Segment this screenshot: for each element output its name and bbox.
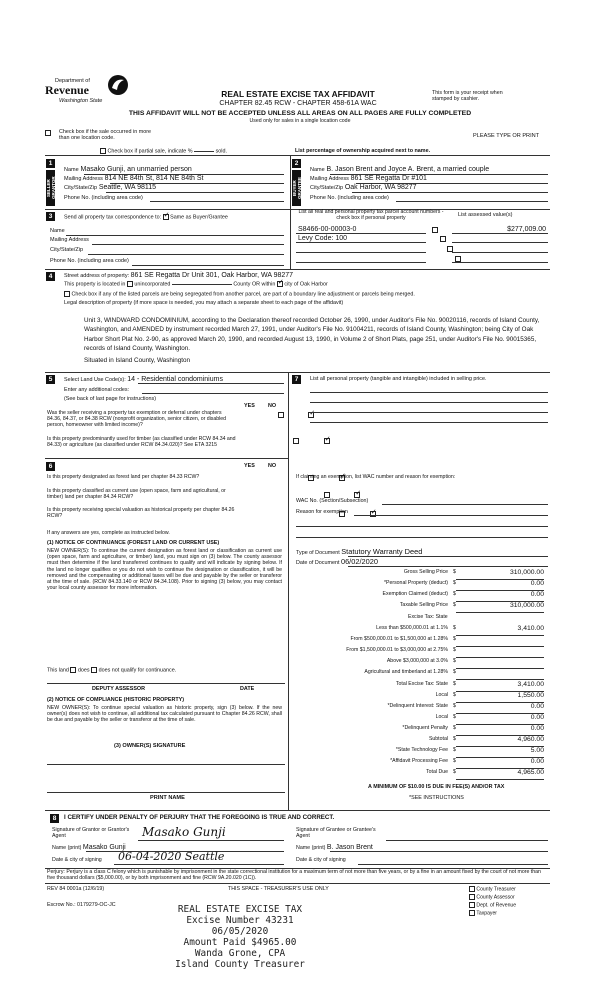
tax-row-label: Less than $500,000.01 at 1.1% bbox=[376, 625, 448, 631]
tax-row-amount[interactable]: 0.00 bbox=[530, 725, 544, 732]
send-correspondence-row bbox=[64, 214, 286, 221]
copy-county-treasurer: County Treasurer bbox=[469, 886, 554, 894]
section-4-badge: 4 bbox=[46, 272, 55, 281]
does-not-label: does not qualify for continuance. bbox=[98, 667, 177, 674]
tax-row-label: Total Due bbox=[426, 769, 448, 775]
copy-checkbox[interactable] bbox=[469, 902, 475, 908]
dollar-sign: $ bbox=[453, 725, 456, 731]
seller-city-label: City/State/Zip bbox=[64, 185, 98, 191]
certify-statement: I CERTIFY UNDER PENALTY OF PERJURY THAT THE FOREGOING IS TRUE AND CORRECT. bbox=[64, 814, 335, 821]
form-title: REAL ESTATE EXCISE TAX AFFIDAVIT bbox=[221, 89, 375, 99]
tax-row-amount[interactable]: 5.00 bbox=[530, 747, 544, 754]
seller-city[interactable]: Seattle, WA 98115 bbox=[98, 184, 157, 191]
dollar-sign: $ bbox=[453, 636, 456, 642]
tax-row-label: Local bbox=[435, 714, 448, 720]
tax-row bbox=[296, 736, 546, 747]
parcel-personal-checkbox-1[interactable] bbox=[432, 227, 438, 233]
tax-row bbox=[296, 647, 546, 658]
tax-row-label: *Affidavit Processing Fee bbox=[390, 758, 448, 764]
county-or-label: County OR within bbox=[233, 281, 276, 288]
legal-description-label: Legal description of property (if more space is needed, you may attach a separate sheet to each page of the affidavit) bbox=[64, 300, 344, 306]
exemption-claim-label: If claiming an exemption, list WAC number and reason for exemption: bbox=[296, 474, 456, 480]
stamp-line-4: Amount Paid $4965.00 bbox=[183, 937, 297, 948]
levy-code[interactable]: Levy Code: 100 bbox=[298, 235, 348, 242]
see-back-label: (See back of last page for instructions) bbox=[64, 396, 156, 402]
tax-row-amount[interactable]: 310,000.00 bbox=[509, 602, 544, 609]
more-than-one-checkbox[interactable] bbox=[45, 130, 51, 136]
seller-name-row bbox=[64, 166, 282, 174]
tax-row bbox=[296, 725, 546, 736]
tax-row-amount[interactable]: 0.00 bbox=[530, 714, 544, 721]
form-chapter: CHAPTER 82.45 RCW - CHAPTER 458-61A WAC bbox=[219, 100, 377, 107]
buyer-mailing-row bbox=[310, 175, 550, 183]
copy-taxpayer: Taxpayer bbox=[469, 910, 554, 918]
s6-question-1: Is this property designated as forest land per chapter 84.33 RCW? bbox=[47, 474, 200, 480]
notice1-text: NEW OWNER(S): To continue the current designation as forest land or classification as current use (open space, farm and agriculture, or timber) land, you must sign on (3) below. The county assessor must then determine if the land transferred continues to qualify and will indicate by signing below. If the land no longer qualifies or you do not wish to continue the designation or classification, it will be removed and the compensating or additional taxes will be due and payable by the seller or transferor at the time of sale. (RCW 84.33.140 or RCW 84.34.108). Prior to signing (3) below, you may contact your local county assessor for more information. bbox=[47, 548, 282, 592]
dollar-sign: $ bbox=[453, 602, 456, 608]
see-instructions: *SEE INSTRUCTIONS bbox=[409, 795, 464, 801]
receipt-note: This form is your receipt when stamped by cashier. bbox=[432, 90, 503, 103]
legal-description[interactable]: Unit 3, WINDWARD CONDOMINIUM, according to the Declaration thereof recorded October 26, 1990, under Auditor's File No. 90020116, records of Island County, Washington, and AMENDED by instrument recorded March 27, 1991, under Auditor's File No. 91004211, records of Island County, Washington; being City of Oak Harbor Short Plat No. 2-90, as approved March 20, 1990, and recorded August 13, 1990, in Volume 2 of Short Plats, page 251, under Auditor's File No. 90015365, records of Island County, Washington. bbox=[84, 317, 540, 352]
s3-mailing-label: Mailing Address bbox=[50, 237, 89, 243]
tax-row-amount[interactable]: 0.00 bbox=[530, 758, 544, 765]
tax-row-label: *Personal Property (deduct) bbox=[383, 580, 448, 586]
tax-row-label: Taxable Selling Price bbox=[399, 602, 448, 608]
located-label: This property is located in bbox=[64, 281, 126, 288]
amount-underline bbox=[456, 612, 544, 613]
send-correspondence-label: Send all property tax correspondence to: bbox=[64, 214, 162, 221]
seller-mailing[interactable]: 814 NE 84th St, 814 NE 84th St bbox=[104, 175, 204, 182]
tax-row-label: Agricultural and timberland at 1.28% bbox=[364, 669, 448, 675]
tax-row bbox=[296, 681, 546, 692]
s3-city-label: City/State/Zip bbox=[50, 247, 84, 253]
segregation-checkbox[interactable] bbox=[64, 291, 70, 297]
doc-date[interactable]: 06/02/2020 bbox=[340, 557, 378, 566]
buyer-name-row bbox=[310, 166, 550, 174]
notice1-title: (1) NOTICE OF CONTINUANCE (FOREST LAND OR CURRENT USE) bbox=[47, 540, 220, 546]
copy-dept-revenue: Dept. of Revenue bbox=[469, 902, 554, 910]
wac-no-label: WAC No. (Section/Subsection) bbox=[296, 498, 369, 504]
s5-q2-yes[interactable] bbox=[293, 438, 299, 444]
form-warning: THIS AFFIDAVIT WILL NOT BE ACCEPTED UNLESS ALL AREAS ON ALL PAGES ARE FULLY COMPLETED bbox=[128, 110, 472, 117]
tax-row bbox=[296, 569, 546, 580]
dollar-sign: $ bbox=[453, 647, 456, 653]
tax-row-amount[interactable]: 0.00 bbox=[530, 703, 544, 710]
dollar-sign: $ bbox=[453, 591, 456, 597]
grantee-name-label: Name (print) bbox=[296, 845, 326, 851]
dollar-sign: $ bbox=[453, 569, 456, 575]
tax-row-label: Gross Selling Price bbox=[403, 569, 448, 575]
partial-sale-label: Check box if partial sale, indicate % bbox=[107, 148, 193, 155]
tax-row bbox=[296, 669, 546, 680]
land-use-label: Select Land Use Code(s): bbox=[64, 377, 126, 383]
dollar-sign: $ bbox=[453, 669, 456, 675]
tax-row bbox=[296, 636, 546, 647]
parcel-personal-checkbox-2[interactable] bbox=[440, 236, 446, 242]
tax-row-label: Local bbox=[435, 692, 448, 698]
seller-name[interactable]: Masako Gunji, an unmarried person bbox=[80, 166, 192, 173]
s3-name-label: Name bbox=[50, 228, 65, 234]
revenue-swirl-icon bbox=[107, 74, 129, 96]
section-6-badge: 6 bbox=[46, 462, 55, 471]
assessor-date-label: DATE bbox=[240, 686, 255, 692]
grantor-signature[interactable]: Masako Gunji bbox=[142, 825, 226, 839]
street-row bbox=[64, 272, 544, 280]
tax-row-label: *Delinquent Interest: State bbox=[387, 703, 448, 709]
seller-grantor-tab: SELLER GRANTOR bbox=[46, 170, 55, 206]
copies-list bbox=[469, 886, 554, 918]
tax-row bbox=[296, 714, 546, 725]
partial-sale-sold: sold. bbox=[215, 148, 227, 155]
copy-checkbox[interactable] bbox=[469, 894, 475, 900]
tax-row bbox=[296, 703, 546, 714]
grantor-date-city[interactable]: 06-04-2020 Seattle bbox=[118, 850, 225, 863]
copy-checkbox[interactable] bbox=[469, 910, 475, 916]
section-2-badge: 2 bbox=[292, 159, 301, 168]
dollar-sign: $ bbox=[453, 747, 456, 753]
grantee-sig-label: Signature of Grantee or Grantee's Agent bbox=[296, 827, 376, 840]
tax-row bbox=[296, 602, 546, 613]
dollar-sign: $ bbox=[453, 769, 456, 775]
reason-label: Reason for exemption bbox=[296, 509, 348, 515]
deputy-assessor-label: DEPUTY ASSESSOR bbox=[92, 686, 146, 692]
buyer-mailing-label: Mailing Address bbox=[310, 176, 349, 182]
unincorporated-checkbox[interactable] bbox=[127, 281, 133, 287]
personal-property-label: List all personal property (tangible and intangible) included in selling price. bbox=[310, 376, 487, 382]
tax-row-amount[interactable]: 310,000.00 bbox=[509, 569, 544, 576]
partial-sale-row bbox=[100, 148, 270, 155]
tax-row bbox=[296, 758, 546, 769]
amount-underline bbox=[456, 779, 544, 780]
tax-row-label: *Delinquent Penalty bbox=[402, 725, 448, 731]
tax-row bbox=[296, 692, 546, 703]
section-5-badge: 5 bbox=[46, 375, 55, 384]
dollar-sign: $ bbox=[453, 625, 456, 631]
tax-row-amount[interactable]: 3,410.00 bbox=[517, 681, 544, 688]
dollar-sign: $ bbox=[453, 692, 456, 698]
tax-row-amount[interactable]: 4,960.00 bbox=[517, 736, 544, 743]
dept-line3: Washington State bbox=[59, 98, 103, 104]
notice2-text: NEW OWNER(S): To continue special valuation as historic property, sign (3) below. If the new owner(s) does not wish to continue, all additional tax calculated pursuant to Chapter 84.26 RCW, shall be due and payable by the seller or transferor at the time of sale. bbox=[47, 705, 282, 724]
notice2-title: (2) NOTICE OF COMPLIANCE (HISTORIC PROPERTY) bbox=[47, 697, 185, 703]
tax-row-label: Subtotal bbox=[428, 736, 448, 742]
buyer-phone-label: Phone No. (including area code) bbox=[310, 195, 389, 201]
grantor-sig-label: Signature of Grantor or Grantor's Agent bbox=[52, 827, 130, 840]
unincorporated-label: unincorporated bbox=[134, 281, 171, 288]
dollar-sign: $ bbox=[453, 580, 456, 586]
buyer-grantee-tab: BUYER GRANTEE bbox=[292, 170, 301, 206]
street-address[interactable]: 861 SE Regatta Dr Unit 301, Oak Harbor, WA 98277 bbox=[130, 272, 294, 279]
stamp-line-1: REAL ESTATE EXCISE TAX bbox=[177, 904, 303, 915]
stamp-line-6: Island County Treasurer bbox=[175, 959, 305, 970]
dollar-sign: $ bbox=[453, 703, 456, 709]
seller-city-row bbox=[64, 184, 282, 192]
escrow-number[interactable]: 0179279-OC-JC bbox=[77, 902, 116, 908]
seller-mailing-row bbox=[64, 175, 282, 183]
buyer-city-row bbox=[310, 184, 550, 192]
seller-phone-label: Phone No. (including area code) bbox=[64, 195, 143, 201]
stamp-line-3: 06/05/2020 bbox=[211, 926, 269, 937]
does-label: does bbox=[77, 667, 90, 674]
parcel-number[interactable]: S8466-00-00003-0 bbox=[298, 226, 357, 233]
tax-row-amount[interactable]: 0.00 bbox=[530, 591, 544, 598]
city-of-label: city of Oak Harbor bbox=[284, 281, 328, 288]
escrow-row bbox=[47, 902, 116, 908]
stamp-line-5: Wanda Grone, CPA bbox=[194, 948, 286, 959]
grantee-name[interactable]: B. Jason Brent bbox=[326, 844, 373, 851]
copy-county-assessor: County Assessor bbox=[469, 894, 554, 902]
treasurer-use: THIS SPACE - TREASURER'S USE ONLY bbox=[228, 886, 329, 892]
print-name-label: PRINT NAME bbox=[150, 795, 185, 801]
s5-q2-no[interactable] bbox=[324, 438, 330, 444]
city-checkbox[interactable] bbox=[277, 281, 283, 287]
tax-row-amount[interactable]: 3,410.00 bbox=[517, 625, 544, 632]
dollar-sign: $ bbox=[453, 681, 456, 687]
tax-row bbox=[296, 747, 546, 758]
section-8-badge: 8 bbox=[50, 814, 59, 823]
grantee-date-label: Date & city of signing bbox=[296, 857, 346, 863]
s3-phone-label: Phone No. (including area code) bbox=[50, 258, 129, 264]
s5-no-header: NO bbox=[268, 403, 277, 409]
s6-question-2: Is this property classified as current use (open space, farm and agricultural, or timber) land per chapter 84.34 RCW? bbox=[47, 488, 226, 500]
single-location-note: Used only for sales in a single location code bbox=[249, 118, 351, 124]
grantor-date-label: Date & city of signing bbox=[52, 857, 102, 863]
additional-codes-label: Enter any additional codes: bbox=[64, 387, 130, 393]
parcel-list-header: List all real and personal property tax parcel account numbers - check box if personal property bbox=[298, 209, 444, 221]
dept-line2: Revenue bbox=[45, 83, 89, 97]
tax-row bbox=[296, 625, 546, 636]
minimum-note: A MINIMUM OF $10.00 IS DUE IN FEE(S) AND/OR TAX bbox=[368, 784, 505, 790]
tax-row-amount[interactable]: 4,965.00 bbox=[517, 769, 544, 776]
s6-q3-no[interactable] bbox=[370, 511, 376, 517]
s5-q1-yes[interactable] bbox=[278, 412, 284, 418]
section-3-badge: 3 bbox=[46, 212, 55, 221]
owner-signature-label: (3) OWNER(S) SIGNATURE bbox=[114, 743, 186, 749]
please-type: PLEASE TYPE OR PRINT bbox=[473, 133, 540, 139]
buyer-name[interactable]: B. Jason Brent and Joyce A. Brent, a married couple bbox=[326, 166, 490, 173]
doc-date-label: Date of Document bbox=[296, 560, 340, 566]
dollar-sign: $ bbox=[453, 714, 456, 720]
tax-row bbox=[296, 658, 546, 669]
dollar-sign: $ bbox=[453, 736, 456, 742]
list-pct-note: List percentage of ownership acquired next to name. bbox=[295, 148, 431, 154]
tax-row-label: Above $3,000,000 at 3.0% bbox=[386, 658, 448, 664]
s6-question-3: Is this property receiving special valuation as historical property per chapter 84.26 RCW? bbox=[47, 507, 235, 519]
dollar-sign: $ bbox=[453, 658, 456, 664]
more-than-one-label: Check box if the sale occurred in more than one location code. bbox=[59, 129, 151, 142]
street-label: Street address of property: bbox=[64, 273, 130, 279]
tax-row-label: From $1,500,000.01 to $3,000,000 at 2.75% bbox=[346, 647, 448, 653]
buyer-name-label: Name bbox=[310, 167, 325, 173]
rev-number: REV 84 0001a (12/6/19) bbox=[47, 886, 105, 892]
tax-row bbox=[296, 580, 546, 591]
land-does-not-checkbox[interactable] bbox=[91, 667, 97, 673]
buyer-city-label: City/State/Zip bbox=[310, 185, 344, 191]
tax-row-label: Exemption Claimed (deduct) bbox=[382, 591, 448, 597]
segregation-row bbox=[64, 291, 544, 298]
this-land-label: This land bbox=[47, 667, 69, 674]
buyer-city[interactable]: Oak Harbor, WA 98277 bbox=[344, 184, 417, 191]
s6-yes-header: YES bbox=[244, 463, 255, 469]
s5-question-2: Is this property predominantly used for timber (as classified under RCW 84.34 and 84.33) or agriculture (as classified under RCW 84.34.020)? See ETA 3215 bbox=[47, 436, 236, 448]
tax-row bbox=[296, 769, 546, 780]
tax-row bbox=[296, 591, 546, 602]
section-1-badge: 1 bbox=[46, 159, 55, 168]
s5-yes-header: YES bbox=[244, 403, 255, 409]
tax-row-label: From $500,000.01 to $1,500,000 at 1.28% bbox=[350, 636, 448, 642]
amount-underline bbox=[456, 679, 544, 680]
partial-sale-checkbox[interactable] bbox=[100, 148, 106, 154]
copy-checkbox[interactable] bbox=[469, 886, 475, 892]
assessed-header: List assessed value(s) bbox=[458, 212, 513, 218]
dollar-sign: $ bbox=[453, 758, 456, 764]
stamp-line-2: Excise Number 43231 bbox=[186, 915, 294, 926]
located-row bbox=[64, 281, 544, 288]
treasurer-stamp bbox=[150, 904, 330, 970]
escrow-label: Escrow No.: bbox=[47, 902, 76, 908]
excise-header: Excise Tax: State bbox=[408, 614, 448, 620]
land-does-checkbox[interactable] bbox=[70, 667, 76, 673]
same-as-buyer-checkbox[interactable] bbox=[163, 214, 169, 220]
situated-note: Situated in Island County, Washington bbox=[84, 357, 191, 364]
tax-row-label: *State Technology Fee bbox=[395, 747, 448, 753]
seller-mailing-label: Mailing Address bbox=[64, 176, 103, 182]
perjury-note: Perjury: Perjury is a class C felony which is punishable by imprisonment in the state correctional institution for a maximum term of not more than five years, or by a fine in an amount fixed by the court of not more than five thousand dollars ($5,000.00), or by both imprisonment and fine (RCW 9A.20.020 (1C)). bbox=[47, 869, 541, 882]
land-use-code[interactable]: 14 - Residential condominiums bbox=[127, 376, 223, 383]
s5-question-1: Was the seller receiving a property tax exemption or deferral under chapters 84.36, 84.37, or 84.38 RCW (nonprofit organization, senior citizen, or disabled person, homeowner with limited income)? bbox=[47, 410, 227, 428]
doc-type-label: Type of Document bbox=[296, 550, 340, 556]
revenue-logo bbox=[45, 74, 140, 108]
same-as-buyer-label: Same as Buyer/Grantee bbox=[170, 214, 228, 221]
tax-row-amount[interactable]: 1,550.00 bbox=[517, 692, 544, 699]
buyer-mailing[interactable]: 861 SE Regatta Dr #101 bbox=[350, 175, 427, 182]
grantor-name-label: Name (print) bbox=[52, 845, 82, 851]
doc-type[interactable]: Statutory Warranty Deed bbox=[341, 547, 423, 556]
seller-name-label: Name bbox=[64, 167, 79, 173]
s6-no-header: NO bbox=[268, 463, 277, 469]
continuance-row bbox=[47, 667, 282, 674]
tax-row-label: Total Excise Tax: State bbox=[395, 681, 448, 687]
grantor-name[interactable]: Masako Gunji bbox=[82, 844, 126, 851]
segregation-label: Check box if any of the listed parcels are being segregated from another parcel, are part of a boundary line adjustment or parcels being merged. bbox=[71, 291, 415, 298]
assessed-value[interactable]: $277,009.00 bbox=[507, 226, 546, 233]
dept-line1: Department of bbox=[55, 78, 90, 84]
section-7-badge: 7 bbox=[292, 375, 301, 384]
tax-row-amount[interactable]: 0.00 bbox=[530, 580, 544, 587]
if-yes-note: If any answers are yes, complete as instructed below. bbox=[47, 530, 170, 536]
